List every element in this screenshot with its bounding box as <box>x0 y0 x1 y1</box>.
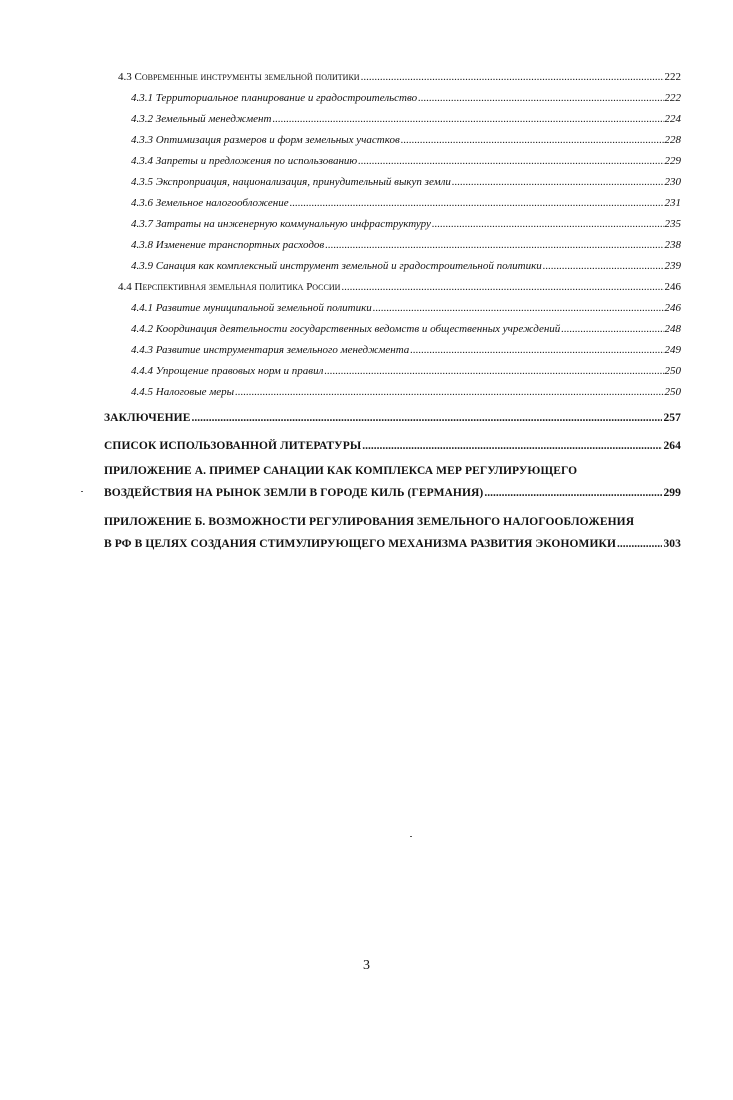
toc-entry-appendix-a[interactable] <box>104 486 681 500</box>
toc-entry-4-3-2[interactable] <box>131 112 681 126</box>
toc-entry-conclusion[interactable] <box>104 411 681 425</box>
toc-page-number: 264 <box>663 440 681 452</box>
leader-dots <box>484 486 662 500</box>
toc-entry-4-3-7[interactable] <box>131 217 681 231</box>
toc-entry-references[interactable] <box>104 439 681 453</box>
leader-dots <box>418 91 663 105</box>
toc-entry-4-3-8[interactable] <box>131 238 681 252</box>
toc-entry-title: 4.3.1 Территориальное планирование и градостроительство <box>131 92 418 104</box>
toc-entry-title: ВОЗДЕЙСТВИЯ НА РЫНОК ЗЕМЛИ В ГОРОДЕ КИЛЬ (ГЕРМАНИЯ) <box>104 487 484 499</box>
toc-page-number: 303 <box>663 538 681 550</box>
toc-entry-title: 4.4.3 Развитие инструментария земельного менеджмента <box>131 344 410 356</box>
leader-dots <box>452 175 664 189</box>
leader-dots <box>617 537 662 551</box>
toc-page-number: 228 <box>664 134 681 146</box>
toc-entry-title: 4.3.2 Земельный менеджмент <box>131 113 272 125</box>
leader-dots <box>410 343 663 357</box>
leader-dots <box>543 259 664 273</box>
toc-page-number: 246 <box>664 302 681 314</box>
leader-dots <box>191 411 662 425</box>
toc-page-number: 257 <box>663 412 681 424</box>
toc-entry-title: 4.3 Современные инструменты земельной политики <box>118 71 360 83</box>
toc-page-number: 250 <box>664 365 681 377</box>
toc-page-number: 250 <box>664 386 681 398</box>
leader-dots <box>361 70 664 84</box>
toc-entry-title: 4.3.3 Оптимизация размеров и форм земельных участков <box>131 134 400 146</box>
leader-dots <box>325 238 663 252</box>
toc-entry-title: 4.4.2 Координация деятельности государственных ведомств и общественных учреждений <box>131 323 561 335</box>
toc-entry-4-3-1[interactable] <box>131 91 681 105</box>
leader-dots <box>362 439 662 453</box>
toc-page-number: 299 <box>663 487 681 499</box>
toc-entry-4-4-3[interactable] <box>131 343 681 357</box>
leader-dots <box>401 133 664 147</box>
toc-entry-4-3-3[interactable] <box>131 133 681 147</box>
leader-dots <box>272 112 663 126</box>
toc-page-number: 222 <box>664 71 681 83</box>
scan-speck <box>410 836 412 837</box>
toc-page-number: 249 <box>664 344 681 356</box>
toc-entry-title: 4.3.4 Запреты и предложения по использованию <box>131 155 358 167</box>
toc-entry-4-3-6[interactable] <box>131 196 681 210</box>
toc-entry-appendix-a-line1[interactable]: ПРИЛОЖЕНИЕ А. ПРИМЕР САНАЦИИ КАК КОМПЛЕКСА МЕР РЕГУЛИРУЮЩЕГО <box>104 465 578 477</box>
toc-page-number: 229 <box>664 155 681 167</box>
leader-dots <box>235 385 663 399</box>
toc-entry-title: В РФ В ЦЕЛЯХ СОЗДАНИЯ СТИМУЛИРУЮЩЕГО МЕХАНИЗМА РАЗВИТИЯ ЭКОНОМИКИ <box>104 538 617 550</box>
toc-entry-4-4[interactable] <box>118 280 681 294</box>
toc-entry-4-3[interactable] <box>118 70 681 84</box>
toc-entry-4-4-4[interactable] <box>131 364 681 378</box>
toc-page-number: 246 <box>664 281 681 293</box>
page-number: 3 <box>363 958 370 973</box>
toc-page-number: 248 <box>664 323 681 335</box>
toc-entry-4-3-9[interactable] <box>131 259 681 273</box>
scan-speck <box>81 491 83 492</box>
leader-dots <box>324 364 663 378</box>
toc-page-number: 235 <box>664 218 681 230</box>
toc-entry-title: 4.3.5 Экспроприация, национализация, принудительный выкуп земли <box>131 176 451 188</box>
toc-entry-title: 4.4.5 Налоговые меры <box>131 386 235 398</box>
leader-dots <box>432 217 664 231</box>
toc-page-number: 224 <box>664 113 681 125</box>
toc-entry-4-3-4[interactable] <box>131 154 681 168</box>
toc-page-number: 239 <box>664 260 681 272</box>
toc-entry-title: 4.4 Перспективная земельная политика России <box>118 281 341 293</box>
toc-entry-title: 4.3.9 Санация как комплексный инструмент земельной и градостроительной политики <box>131 260 542 272</box>
toc-entry-4-4-2[interactable] <box>131 322 681 336</box>
leader-dots <box>561 322 663 336</box>
toc-entry-4-4-5[interactable] <box>131 385 681 399</box>
toc-page-number: 230 <box>664 176 681 188</box>
toc-page-number: 222 <box>664 92 681 104</box>
toc-entry-title: 4.4.4 Упрощение правовых норм и правил <box>131 365 324 377</box>
toc-page-number: 238 <box>664 239 681 251</box>
toc-entry-title: 4.3.7 Затраты на инженерную коммунальную инфраструктуру <box>131 218 431 230</box>
toc-entry-4-3-5[interactable] <box>131 175 681 189</box>
leader-dots <box>373 301 664 315</box>
toc-entry-appendix-b[interactable] <box>104 537 681 551</box>
toc-entry-title: СПИСОК ИСПОЛЬЗОВАННОЙ ЛИТЕРАТУРЫ <box>104 440 362 452</box>
toc-entry-appendix-b-line1[interactable]: ПРИЛОЖЕНИЕ Б. ВОЗМОЖНОСТИ РЕГУЛИРОВАНИЯ ЗЕМЕЛЬНОГО НАЛОГООБЛОЖЕНИЯ <box>104 516 635 528</box>
toc-entry-title: ЗАКЛЮЧЕНИЕ <box>104 412 191 424</box>
toc-entry-4-4-1[interactable] <box>131 301 681 315</box>
leader-dots <box>358 154 663 168</box>
toc-entry-title: 4.4.1 Развитие муниципальной земельной политики <box>131 302 372 314</box>
toc-entry-title: 4.3.8 Изменение транспортных расходов <box>131 239 325 251</box>
toc-entry-title: 4.3.6 Земельное налогообложение <box>131 197 289 209</box>
leader-dots <box>290 196 664 210</box>
toc-page-number: 231 <box>664 197 681 209</box>
leader-dots <box>341 280 663 294</box>
